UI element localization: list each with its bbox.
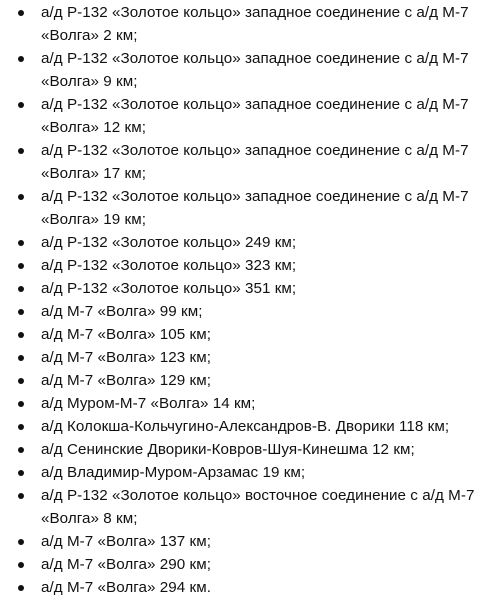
bullet-icon (18, 585, 24, 591)
list-item-text: а/д М-7 «Волга» 123 км; (41, 349, 212, 366)
bullet-icon (18, 240, 24, 246)
list-item (0, 484, 488, 530)
list-item-text: а/д Муром-М-7 «Волга» 14 км; (41, 395, 256, 412)
list-item (0, 346, 488, 369)
bullet-icon (18, 424, 24, 430)
list-item-text: а/д М-7 «Волга» 290 км; (41, 556, 212, 573)
list-item-text: а/д Р-132 «Золотое кольцо» 351 км; (41, 280, 297, 297)
bullet-icon (18, 539, 24, 545)
list-item-text: а/д Р-132 «Золотое кольцо» восточное соединение с а/д М-7 «Волга» 8 км; (41, 487, 475, 527)
bullet-icon (18, 148, 24, 154)
bullet-icon (18, 355, 24, 361)
list-item (0, 93, 488, 139)
list-item (0, 438, 488, 461)
list-item-text: а/д М-7 «Волга» 99 км; (41, 303, 203, 320)
bullet-icon (18, 562, 24, 568)
list-item-text: а/д Р-132 «Золотое кольцо» западное соединение с а/д М-7 «Волга» 19 км; (41, 188, 469, 228)
list-item (0, 553, 488, 576)
list-item (0, 1, 488, 47)
list-item (0, 139, 488, 185)
bullet-icon (18, 378, 24, 384)
bullet-icon (18, 194, 24, 200)
list-item-text: а/д Р-132 «Золотое кольцо» 323 км; (41, 257, 297, 274)
bullet-icon (18, 493, 24, 499)
list-item-text: а/д М-7 «Волга» 129 км; (41, 372, 212, 389)
list-item (0, 323, 488, 346)
bullet-icon (18, 10, 24, 16)
bullet-icon (18, 286, 24, 292)
list-item-text: а/д Сенинские Дворики-Ковров-Шуя-Кинешма 12 км; (41, 441, 415, 458)
list-item-text: а/д М-7 «Волга» 137 км; (41, 533, 212, 550)
list-item (0, 530, 488, 553)
bullet-icon (18, 447, 24, 453)
bullet-icon (18, 309, 24, 315)
list-item (0, 415, 488, 438)
list-item-text: а/д Владимир-Муром-Арзамас 19 км; (41, 464, 306, 481)
bullet-icon (18, 263, 24, 269)
list-item-text: а/д Р-132 «Золотое кольцо» 249 км; (41, 234, 297, 251)
list-item (0, 277, 488, 300)
list-item-text: а/д М-7 «Волга» 105 км; (41, 326, 212, 343)
list-item (0, 254, 488, 277)
bullet-icon (18, 102, 24, 108)
list-item-text: а/д Р-132 «Золотое кольцо» западное соединение с а/д М-7 «Волга» 17 км; (41, 142, 469, 182)
list-item (0, 231, 488, 254)
list-item (0, 185, 488, 231)
list-item (0, 461, 488, 484)
list-item (0, 392, 488, 415)
list-item (0, 369, 488, 392)
list-item (0, 47, 488, 93)
list-item (0, 300, 488, 323)
list-item-text: а/д Р-132 «Золотое кольцо» западное соединение с а/д М-7 «Волга» 9 км; (41, 50, 469, 90)
list-item-text: а/д Р-132 «Золотое кольцо» западное соединение с а/д М-7 «Волга» 12 км; (41, 96, 469, 136)
list-item (0, 576, 488, 599)
list-item-text: а/д М-7 «Волга» 294 км. (41, 579, 212, 596)
bullet-icon (18, 332, 24, 338)
list-item-text: а/д Колокша-Кольчугино-Александров-В. Дворики 118 км; (41, 418, 450, 435)
list-item-text: а/д Р-132 «Золотое кольцо» западное соединение с а/д М-7 «Волга» 2 км; (41, 4, 469, 44)
bullet-icon (18, 56, 24, 62)
bullet-icon (18, 401, 24, 407)
bullet-icon (18, 470, 24, 476)
